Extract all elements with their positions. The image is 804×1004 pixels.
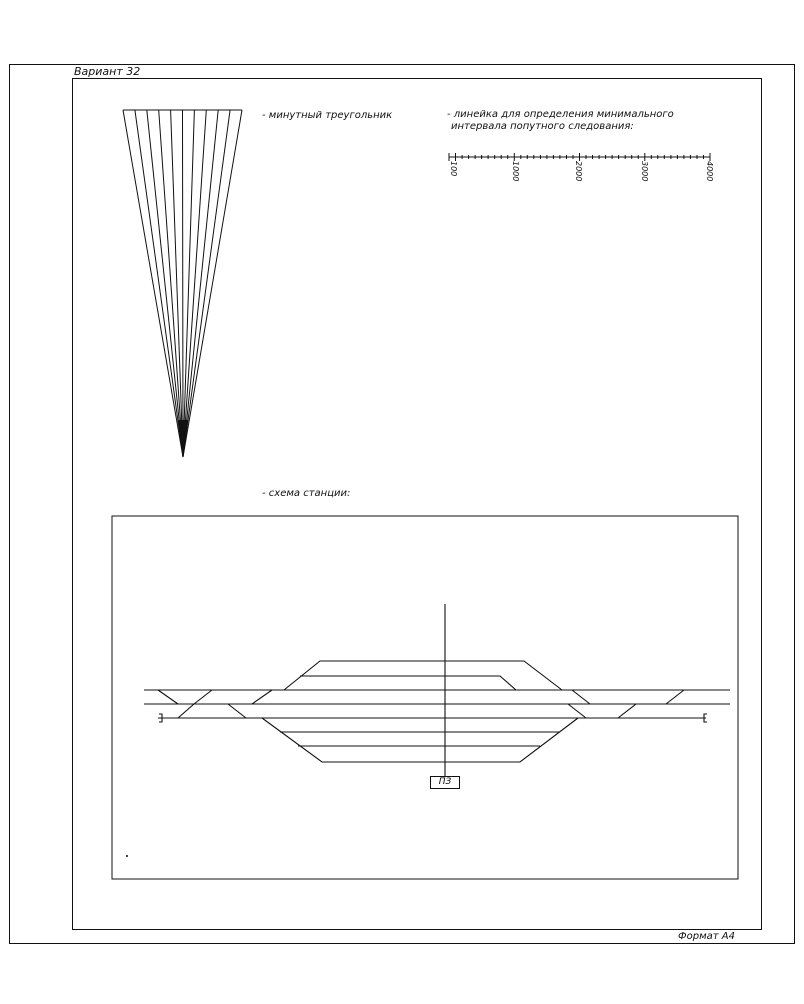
crossover-right-3	[618, 704, 636, 718]
station-scheme-frame	[112, 516, 738, 879]
crossover-right-2	[568, 704, 586, 718]
lower-outer-track	[262, 718, 578, 762]
crossover-left-1	[158, 690, 178, 704]
stray-dot	[126, 855, 128, 857]
crossover-right-4	[666, 690, 684, 704]
triangle-line-1	[135, 110, 183, 457]
triangle-line-7	[183, 110, 206, 457]
minute-triangle-label: - минутный треугольник	[262, 110, 393, 121]
ruler-tick-label-1000: 1000	[511, 161, 520, 182]
triangle-line-2	[147, 110, 183, 457]
triangle-line-0	[123, 110, 183, 457]
ruler-tick-label-100: 100	[449, 161, 458, 177]
crossover-left-4	[228, 704, 246, 718]
ruler	[449, 153, 710, 161]
station-tracks	[144, 604, 730, 776]
variant-label: Вариант 32	[74, 65, 141, 78]
crossover-right-1	[572, 690, 590, 704]
triangle-line-3	[159, 110, 183, 457]
ruler-tick-label-3000: 3000	[640, 161, 649, 182]
ruler-label-line2: интервала попутного следования:	[451, 121, 634, 132]
axis-label: ПЗ	[438, 777, 452, 787]
ruler-label-line1: - линейка для определения минимального	[447, 109, 674, 120]
station-scheme-label: - схема станции:	[262, 488, 351, 499]
axis-label-box	[430, 776, 460, 789]
triangle-line-5	[183, 110, 184, 457]
upper-inner-track	[300, 676, 516, 690]
ruler-tick-label-2000: 2000	[574, 161, 583, 182]
format-label: Формат А4	[678, 931, 735, 942]
triangle-line-9	[183, 110, 230, 457]
minute-triangle	[123, 110, 242, 457]
crossover-left-5	[252, 690, 272, 704]
crossover-left-2	[194, 690, 212, 704]
triangle-line-4	[171, 110, 183, 457]
crossover-left-3	[178, 704, 194, 718]
ruler-tick-label-4000: 4000	[705, 161, 714, 182]
